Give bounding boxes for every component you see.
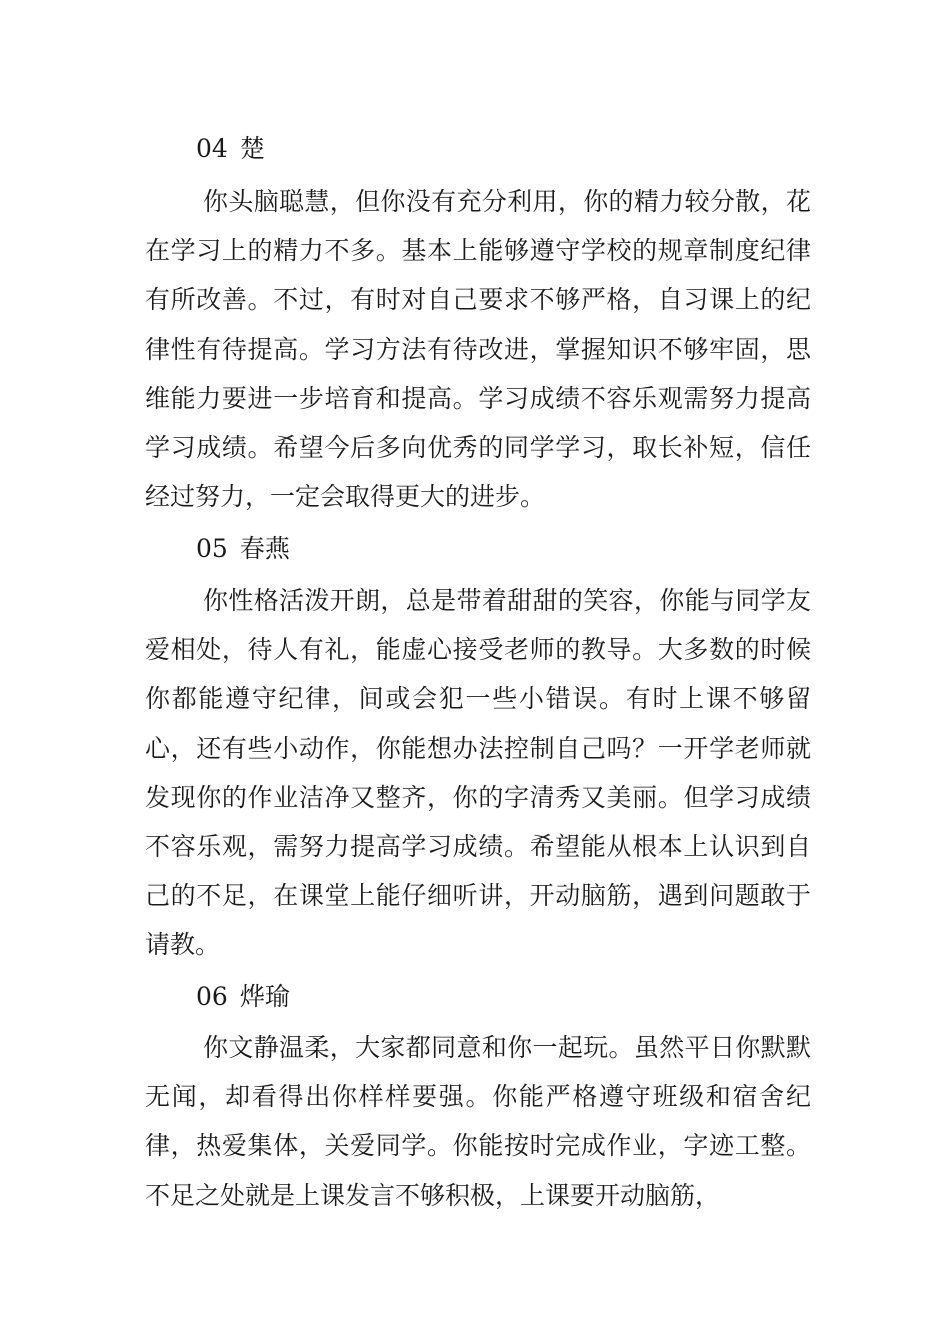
entry-heading-06 xyxy=(196,982,290,1012)
entry-number: 04 xyxy=(196,134,228,163)
entry-number: 05 xyxy=(196,534,228,563)
entry-paragraph-06: 你文静温柔，大家都同意和你一起玩。虽然平日你默默无闻，却看得出你样样要强。你能严格遵守班级和宿舍纪律，热爱集体，关爱同学。你能按时完成作业，字迹工整。不足之处就是上课发言不够积极，上课要开动脑筋， xyxy=(145,1033,811,1210)
entry-name: 楚 xyxy=(239,134,265,163)
entry-paragraph-05: 你性格活泼开朗，总是带着甜甜的笑容，你能与同学友爱相处，待人有礼，能虚心接受老师的教导。大多数的时候你都能遵守纪律，间或会犯一些小错误。有时上课不够留心，还有些小动作，你能想办法控制自己吗？一开学老师就发现你的作业洁净又整齐，你的字清秀又美丽。但学习成绩不容乐观，需努力提高学习成绩。希望能从根本上认识到自己的不足，在课堂上能仔细听讲，开动脑筋，遇到问题敢于请教。 xyxy=(145,586,811,960)
entry-paragraph-04: 你头脑聪慧，但你没有充分利用，你的精力较分散，花在学习上的精力不多。基本上能够遵守学校的规章制度纪律有所改善。不过，有时对自己要求不够严格，自习课上的纪律性有待提高。学习方法有待改进，掌握知识不够牢固，思维能力要进一步培育和提高。学习成绩不容乐观需努力提高学习成绩。希望今后多向优秀的同学学习，取长补短，信任经过努力，一定会取得更大的进步。 xyxy=(145,187,811,512)
entry-number: 06 xyxy=(196,982,228,1011)
entry-name: 烨瑜 xyxy=(239,982,290,1011)
entry-heading-05 xyxy=(196,534,290,564)
entry-name: 春燕 xyxy=(239,534,290,563)
entry-heading-04 xyxy=(196,134,265,164)
